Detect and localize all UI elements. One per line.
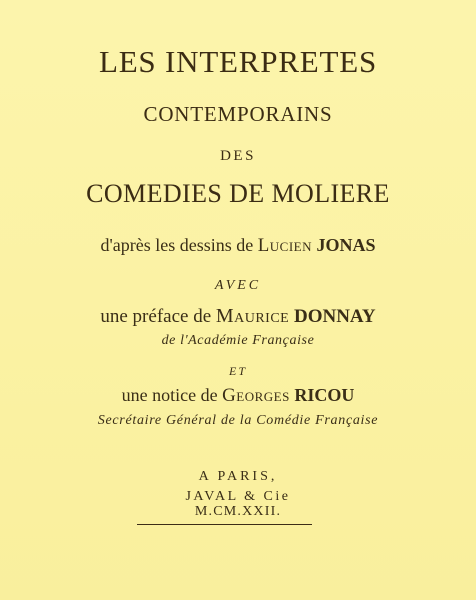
- date-line: M.CM.XXII.: [194, 504, 282, 519]
- bottom-rule: [137, 524, 312, 525]
- title-line-1: LES INTERPRETES: [98, 44, 378, 79]
- avec-text: AVEC: [214, 278, 262, 293]
- et-text: ET: [228, 364, 247, 378]
- illustrator-prefix: d'après les dessins de: [100, 235, 254, 255]
- preface-affiliation: de l'Académie Française: [161, 333, 315, 348]
- preface-name-first: Maurice: [215, 305, 290, 327]
- notice-line: [0, 386, 476, 406]
- publisher-line: JAVAL & Cie: [185, 489, 291, 504]
- notice-name-first: Georges: [222, 385, 290, 406]
- preface-name-last: DONNAY: [293, 306, 376, 327]
- illustrator-name-first: Lucien: [257, 235, 312, 256]
- illustrator-line: [0, 236, 476, 256]
- title-line-4: COMEDIES DE MOLIERE: [86, 179, 390, 208]
- notice-affiliation: Secrétaire Général de la Comédie Française: [97, 413, 379, 428]
- notice-prefix: une notice de: [121, 385, 218, 405]
- preface-line: [0, 307, 476, 327]
- city-line: A PARIS,: [198, 469, 278, 484]
- title-line-3: DES: [220, 148, 256, 164]
- title-line-2: CONTEMPORAINS: [143, 102, 333, 126]
- illustrator-name-last: JONAS: [316, 235, 376, 255]
- notice-name-last: RICOU: [294, 385, 355, 405]
- preface-prefix: une préface de: [100, 306, 212, 327]
